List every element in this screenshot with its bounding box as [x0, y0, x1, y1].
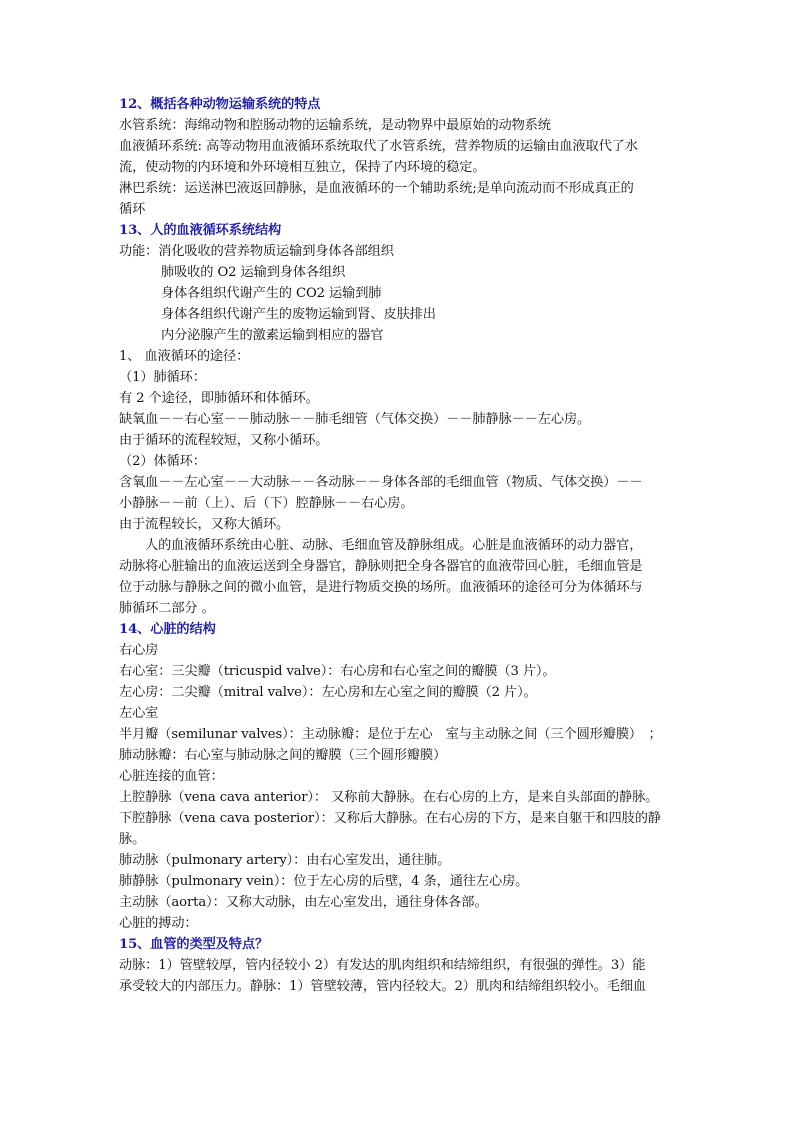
text-line: 心脏的搏动： — [119, 916, 198, 931]
text-line: 下腔静脉（vena cava posterior）：又称后大静脉。在右心房的下方，是来自躯干和四肢的静 — [119, 811, 661, 826]
text-line: 动脉将心脏输出的血液运送到全身器官，静脉则把全身各器官的血液带回心脏，毛细血管是 — [119, 559, 643, 574]
text-line: 缺氧血－－右心室－－肺动脉－－肺毛细管（气体交换）－－肺静脉－－左心房。 — [119, 412, 591, 427]
section-heading: 14、心脏的结构 — [119, 622, 216, 637]
text-line: 功能：消化吸收的营养物质运输到身体各部组织 — [119, 244, 394, 259]
text-line: 左心房：二尖瓣（mitral valve）：左心房和左心室之间的瓣膜（2 片）。 — [119, 685, 537, 700]
text-line: 淋巴系统：运送淋巴液返回静脉，是血液循环的一个辅助系统;是单向流动而不形成真正的 — [119, 181, 634, 196]
text-line: 由于循环的流程较短，又称小循环。 — [119, 433, 329, 448]
text-line: 肺循环二部分 。 — [119, 601, 215, 616]
text-line: （1）肺循环： — [119, 370, 206, 385]
section-heading: 12、概括各种动物运输系统的特点 — [119, 97, 321, 112]
text-line: 内分泌腺产生的激素运输到相应的器官 — [161, 328, 384, 343]
text-line: 流，使动物的内环境和外环境相互独立，保持了内环境的稳定。 — [119, 160, 486, 175]
text-line: 左心室 — [119, 706, 159, 721]
text-line: 血液循环系统: 高等动物用血液循环系统取代了水管系统，营养物质的运输由血液取代了水 — [119, 139, 638, 154]
text-line: 主动脉（aorta）：又称大动脉，由左心室发出，通往身体各部。 — [119, 895, 488, 910]
text-line: 肺静脉（pulmonary vein）：位于左心房的后壁，4 条，通往左心房。 — [119, 874, 529, 889]
text-line: 水管系统：海绵动物和腔肠动物的运输系统，是动物界中最原始的动物系统 — [119, 118, 551, 133]
text-line: 肺吸收的 O2 运输到身体各组织 — [161, 265, 346, 280]
text-line: 上腔静脉（vena cava anterior）： 又称前大静脉。在右心房的上方，是来自头部面的静脉。 — [119, 790, 659, 805]
text-line: 心脏连接的血管： — [119, 769, 224, 784]
text-line: 右心室：三尖瓣（tricuspid valve）：右心房和右心室之间的瓣膜（3 片）。 — [119, 664, 556, 679]
text-line: 身体各组织代谢产生的 CO2 运输到肺 — [161, 286, 382, 301]
text-line: 半月瓣（semilunar valves）：主动脉瓣：是位于左心 室与主动脉之间（三个圆形瓣膜） ； — [119, 727, 662, 742]
text-line: 右心房 — [119, 643, 159, 658]
section-heading: 15、血管的类型及特点？ — [119, 937, 269, 952]
text-line: 有 2 个途径，即肺循环和体循环。 — [119, 391, 319, 406]
text-line: 由于流程较长，又称大循环。 — [119, 517, 290, 532]
text-line: 小静脉－－前（上）、后（下）腔静脉－－右心房。 — [119, 496, 414, 511]
text-line: 脉。 — [119, 832, 146, 847]
text-line: 循环 — [119, 202, 146, 217]
section-heading: 13、人的血液循环系统结构 — [119, 223, 282, 238]
text-line: 位于动脉与静脉之间的微小血管，是进行物质交换的场所。血液循环的途径可分为体循环与 — [119, 580, 643, 595]
text-line: 承受较大的内部压力。静脉：1）管壁较薄，管内径较大。2）肌肉和结缔组织较小。毛细血 — [119, 979, 646, 994]
text-line: （2）体循环： — [119, 454, 206, 469]
document-page — [119, 94, 679, 997]
text-line: 身体各组织代谢产生的废物运输到肾、皮肤排出 — [161, 307, 436, 322]
text-line: 1、 血液循环的途径： — [119, 349, 250, 364]
text-line: 动脉：1）管壁较厚，管内径较小 2）有发达的肌肉组织和结缔组织，有很强的弹性。3）能 — [119, 958, 646, 973]
text-line: 肺动脉瓣：右心室与肺动脉之间的瓣膜（三个圆形瓣膜） — [119, 748, 447, 763]
text-line: 含氧血－－左心室－－大动脉－－各动脉－－身体各部的毛细血管（物质、气体交换）－－ — [119, 475, 643, 490]
text-line: 肺动脉（pulmonary artery）：由右心室发出，通往肺。 — [119, 853, 451, 868]
text-line: 人的血液循环系统由心脏、动脉、毛细血管及静脉组成。心脏是血液循环的动力器官， — [145, 538, 643, 553]
